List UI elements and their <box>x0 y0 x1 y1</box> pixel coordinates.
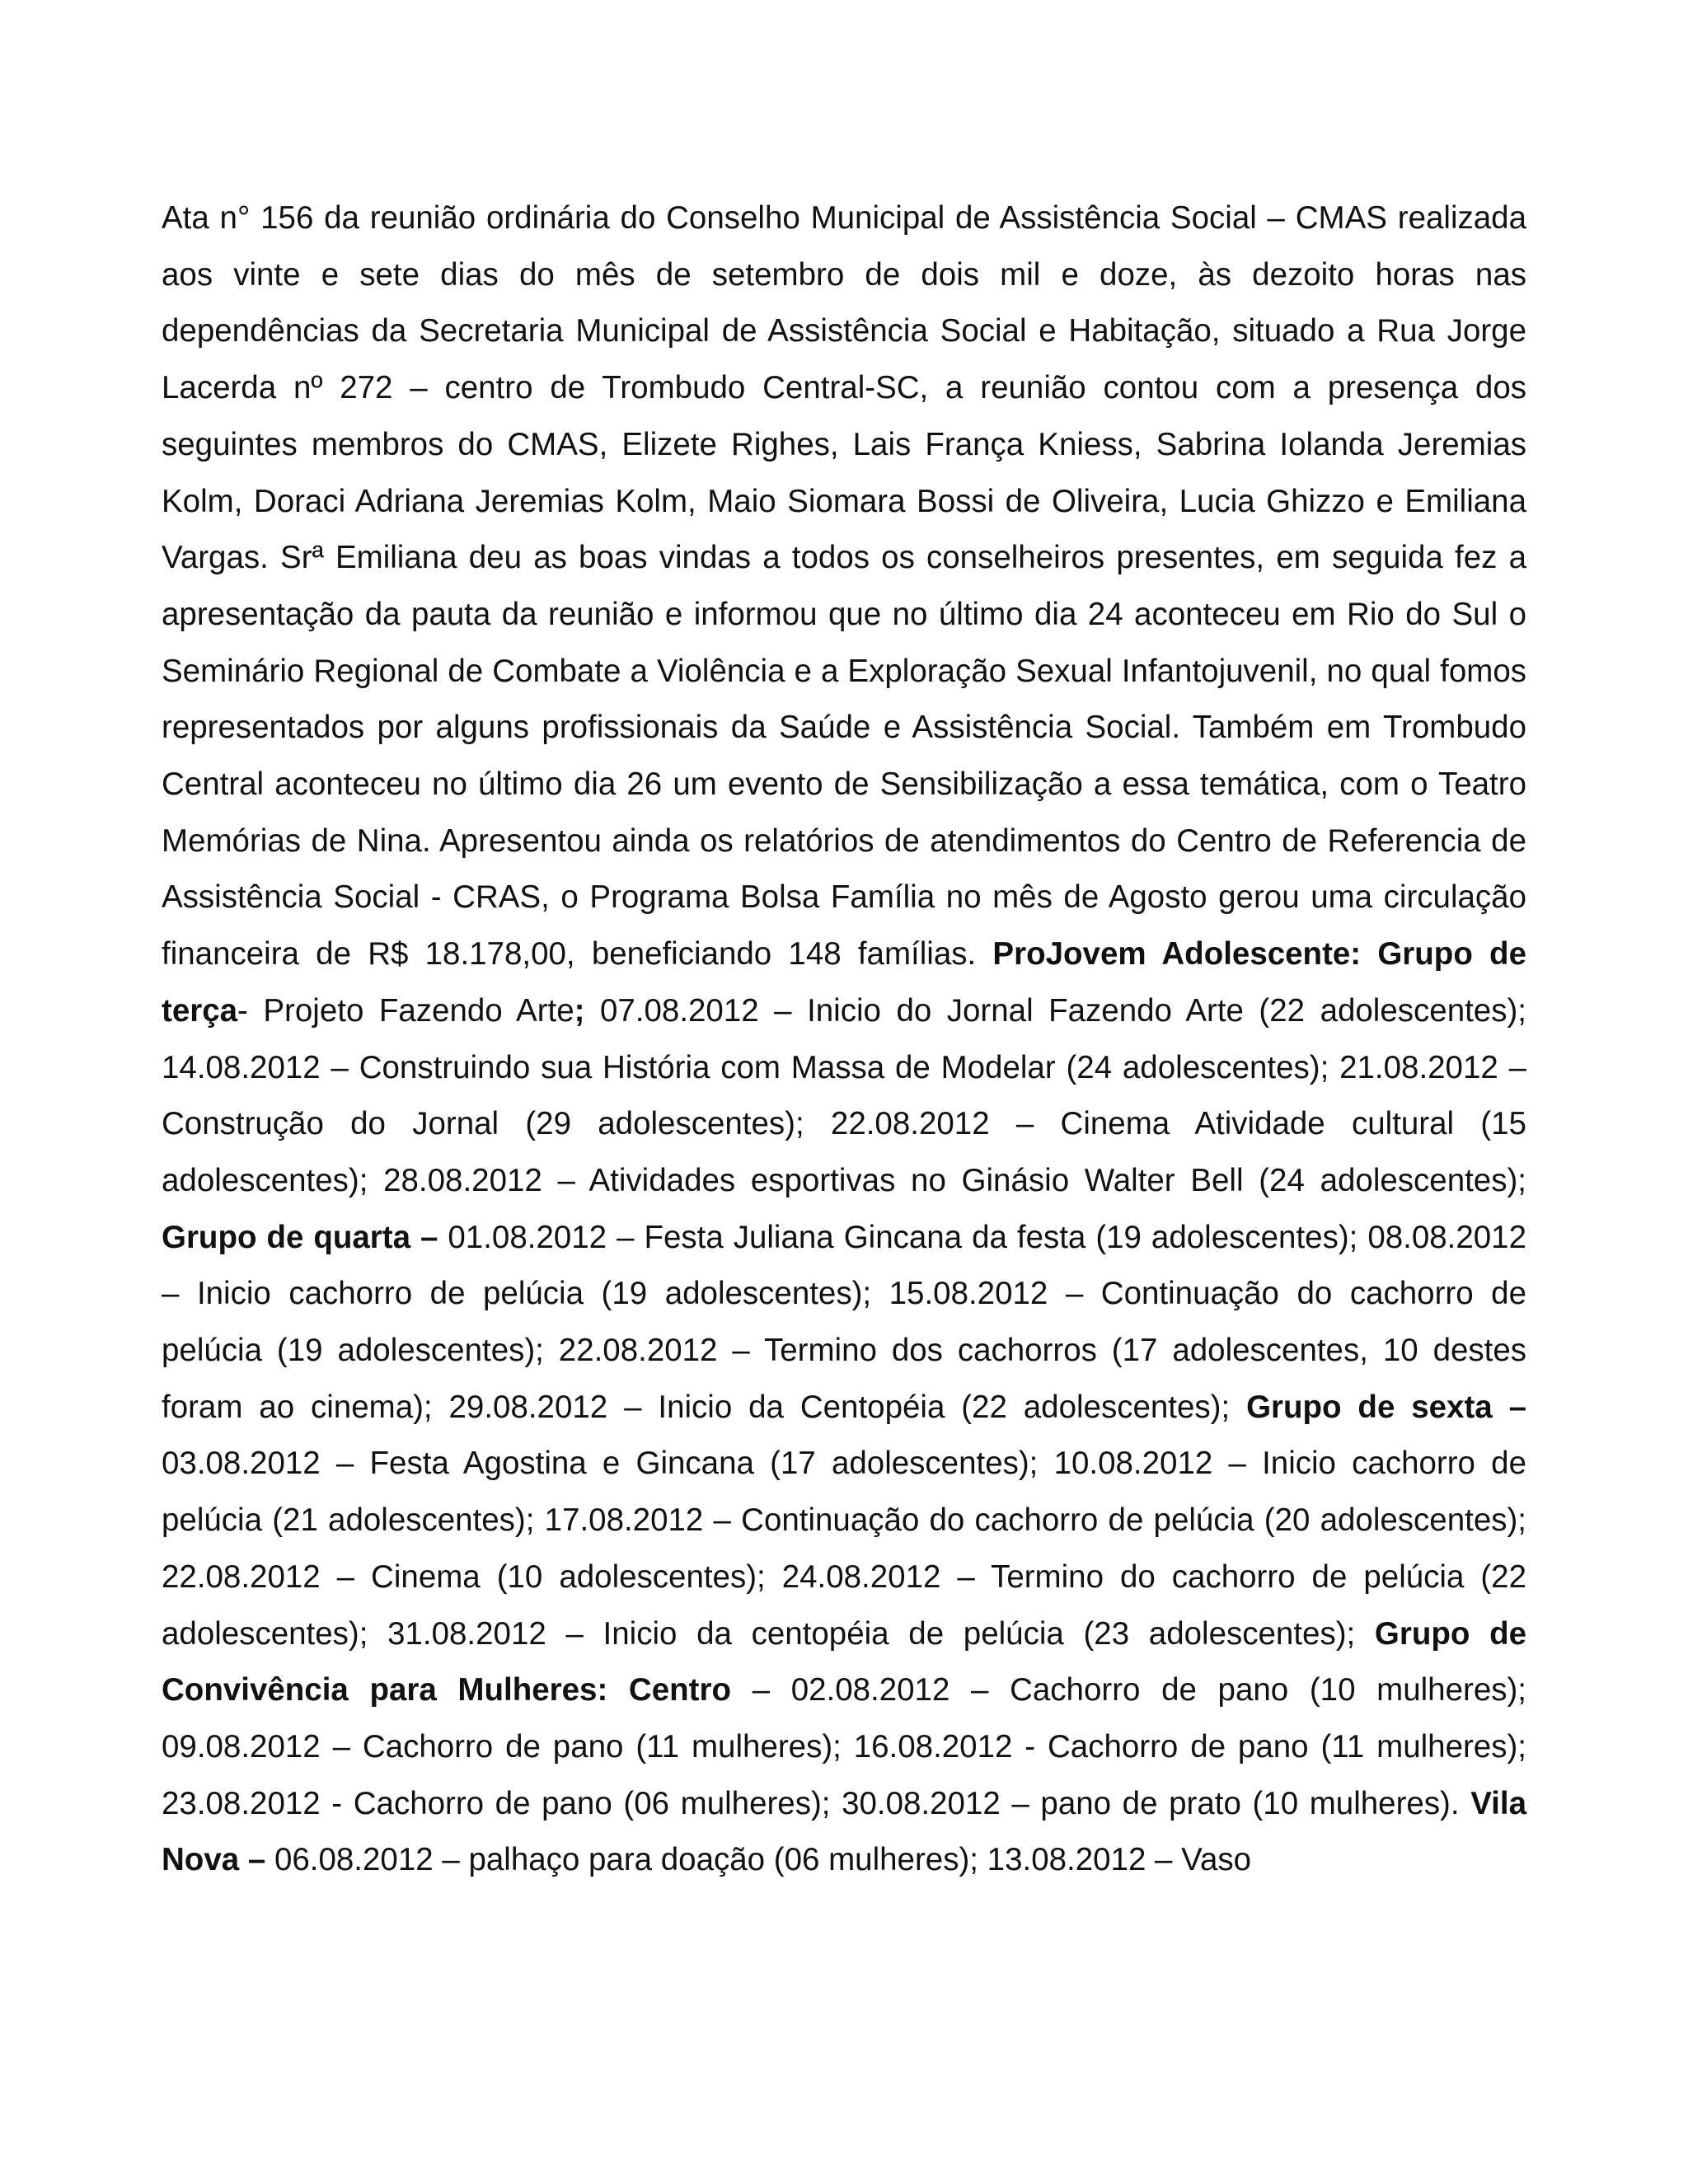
bold-heading-projovem: ProJovem Adolescente: Grupo de terça <box>162 936 1526 1029</box>
text-segment: - Projeto Fazendo Arte <box>237 992 574 1029</box>
bold-heading-grupo-sexta: Grupo de sexta – <box>1246 1389 1526 1425</box>
text-segment: Ata n° 156 da reunião ordinária do Conselho Municipal de Assistência Social – CMAS realizada aos vinte e sete dias do mês de setembro de dois mil e doze, às dezoito horas nas dependências da Secretaria Municipal de Assistência Social e Habitação, situado a Rua Jorge Lacerda nº 272 – centro de Trombudo Central-SC, a reunião contou com a presença dos seguintes membros do CMAS, Elizete Righes, Lais França Kniess, Sabrina Iolanda Jeremias Kolm, Doraci Adriana Jeremias Kolm, Maio Siomara Bossi de Oliveira, Lucia Ghizzo e Emiliana Vargas. Srª Emiliana deu as boas vindas a todos os conselheiros presentes, em seguida fez a apresentação da pauta da reunião e informou que no último dia 24 aconteceu em Rio do Sul o Seminário Regional de Combate a Violência e a Exploração Sexual Infantojuvenil, no qual fomos representados por alguns profissionais da Saúde e Assistência Social. Também em Trombudo Central aconteceu no último dia 26 um evento de Sensibilização a essa temática, com o Teatro Memórias de Nina. Apresentou ainda os relatórios de atendimentos do Centro de Referencia de Assistência Social - CRAS, o Programa Bolsa Família no mês de Agosto gerou uma circulação financeira de R$ 18.178,00, beneficiando 148 famílias. <box>162 200 1526 972</box>
text-segment: – 02.08.2012 – Cachorro de pano (10 mulheres); 09.08.2012 – Cachorro de pano (11 mulheres); 16.08.2012 - Cachorro de pano (11 mulheres); 23.08.2012 - Cachorro de pano (06 mulheres); 30.08.2012 – pano de prato (10 mulheres). <box>162 1672 1527 1821</box>
text-segment: 03.08.2012 – Festa Agostina e Gincana (17 adolescentes); 10.08.2012 – Inicio cachorro de pelúcia (21 adolescentes); 17.08.2012 – Continuação do cachorro de pelúcia (20 adolescentes); 22.08.2012 – Cinema (10 adolescentes); 24.08.2012 – Termino do cachorro de pelúcia (22 adolescentes); 31.08.2012 – Inicio da centopéia de pelúcia (23 adolescentes); <box>162 1446 1526 1652</box>
bold-heading-grupo-quarta: Grupo de quarta – <box>162 1219 438 1255</box>
meeting-minutes-body <box>162 190 1526 1889</box>
bold-heading-vila-nova: Vila Nova – <box>162 1785 1526 1878</box>
text-segment: 07.08.2012 – Inicio do Jornal Fazendo Arte (22 adolescentes); 14.08.2012 – Construindo sua História com Massa de Modelar (24 adolescentes); 21.08.2012 – Construção do Jornal (29 adolescentes); 22.08.2012 – Cinema Atividade cultural (15 adolescentes); 28.08.2012 – Atividades esportivas no Ginásio Walter Bell (24 adolescentes); <box>162 992 1526 1198</box>
text-segment: 06.08.2012 – palhaço para doação (06 mulheres); 13.08.2012 – Vaso <box>265 1842 1252 1878</box>
text-segment: 01.08.2012 – Festa Juliana Gincana da festa (19 adolescentes); 08.08.2012 – Inicio cachorro de pelúcia (19 adolescentes); 15.08.2012 – Continuação do cachorro de pelúcia (19 adolescentes); 22.08.2012 – Termino dos cachorros (17 adolescentes, 10 destes foram ao cinema); 29.08.2012 – Inicio da Centopéia (22 adolescentes); <box>162 1219 1527 1425</box>
bold-semicolon: ; <box>574 992 585 1029</box>
bold-heading-grupo-mulheres: Grupo de Convivência para Mulheres: Centro <box>162 1615 1527 1708</box>
